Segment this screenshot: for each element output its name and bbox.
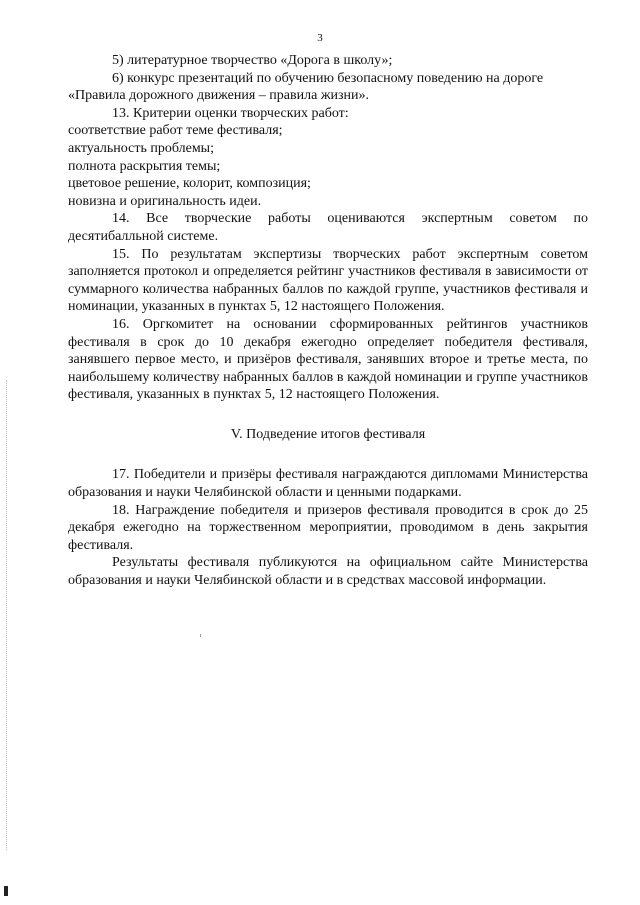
paragraph-14: 14. Все творческие работы оцениваются экспертным советом по десятибалльной системе. — [68, 211, 588, 244]
criteria-heading: 13. Критерии оценки творческих работ: — [112, 105, 349, 121]
scan-corner-mark — [4, 886, 8, 896]
criteria-item: новизна и оригинальность идеи. — [68, 193, 262, 209]
list-item-5: 5) литературное творчество «Дорога в школу»; — [112, 53, 393, 68]
paragraph-16: 16. Оргкомитет на основании сформированных рейтингов участников фестиваля в срок до 10 декабря ежегодно определяет победителя фестиваля, занявшего первое место, и призёров фестиваля, занявших второе и третье места, по наибольшему количеству набранных баллов в каждой номинации и группе участников фестиваля, указанных в пунктах 5, 12 настоящего Положения. — [68, 316, 588, 403]
criteria-item: соответствие работ теме фестиваля; — [68, 123, 283, 139]
paragraph-18: 18. Награждение победителя и призеров фестиваля проводится в срок до 25 декабря ежегодно на торжественном мероприятии, проводимом в день закрытия фестиваля. — [68, 502, 588, 553]
list-item-6-line-2: «Правила дорожного движения – правила жизни». — [68, 88, 369, 104]
criteria-item: актуальность проблемы; — [68, 140, 214, 156]
list-item-6-line-1: 6) конкурс презентаций по обучению безопасному поведению на дороге — [112, 70, 544, 86]
paragraph-17: 17. Победители и призёры фестиваля награждаются дипломами Министерства образования и науки Челябинской области и ценными подарками. — [68, 467, 588, 501]
criteria-item: цветовое решение, колорит, композиция; — [68, 176, 311, 192]
paragraph-15: 15. По результатам экспертизы творческих работ экспертным советом заполняется протокол и определяется рейтинг участников фестиваля в зависимости от суммарного количества набранных баллов по каждой группе, участников фестиваля и номинации, указанных в пунктах 5, 12 настоящего Положения. — [68, 246, 588, 315]
page-number: 3 — [317, 32, 323, 44]
scan-margin-marks — [6, 380, 9, 850]
paragraph-final: Результаты фестиваля публикуются на официальном сайте Министерства образования и науки Челябинской области и в средствах массовой информации. — [68, 555, 588, 589]
criteria-item: полнота раскрытия темы; — [68, 158, 221, 174]
scan-artifact — [200, 634, 201, 637]
document-body — [68, 52, 588, 590]
section-title: V. Подведение итогов фестиваля — [230, 426, 426, 442]
